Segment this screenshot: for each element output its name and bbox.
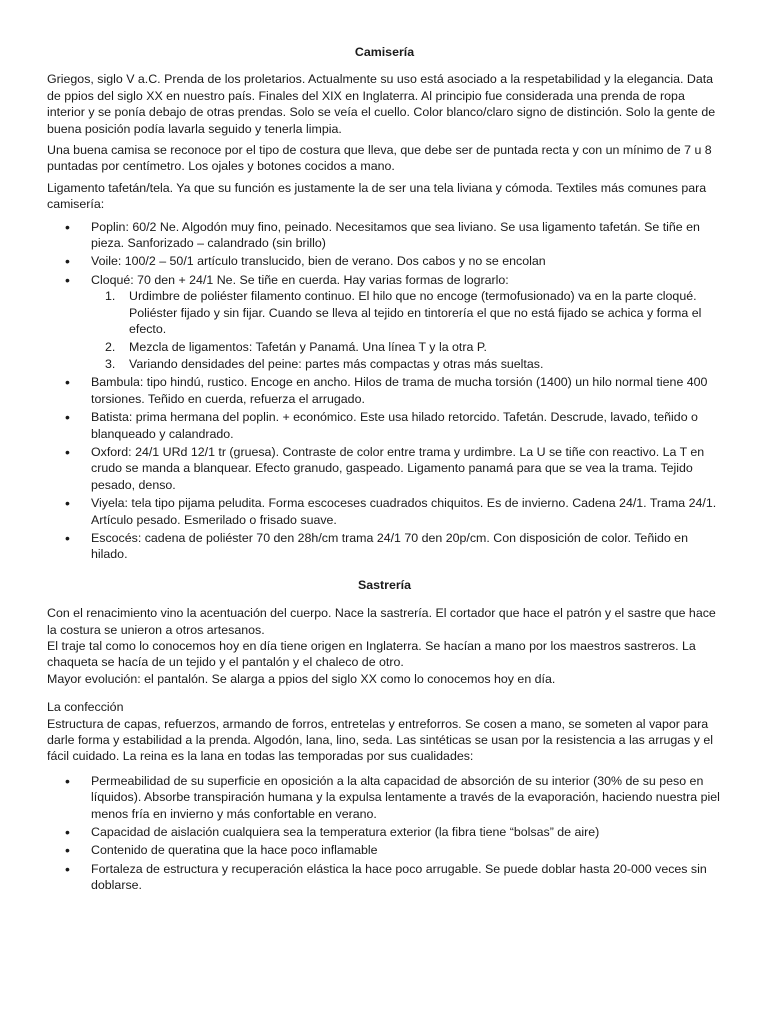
- step-text: Urdimbre de poliéster filamento continuo. El hilo que no encoge (termofusionado) va en la parte cloqué. Poliéster fijado y sin fijar. Cuando se lleva al tejido en tintorería el que no está fijado se achica y forma el efecto.: [129, 289, 702, 337]
- list-item-permeability: • Permeabilidad de su superficie en oposición a la alta capacidad de absorción de su interior (30% de su peso en líquidos). Absorbe transpiración humana y la expulsa lentamente a través de la evaporación, haciendo nuestra piel menos fría en invierno y más confortable en verano.: [91, 773, 722, 822]
- step-text: Variando densidades del peine: partes más compactas y otras más sueltas.: [129, 356, 544, 371]
- list-item-viyela: • Viyela: tela tipo pijama peludita. Forma escoceses cuadrados chiquitos. Es de invierno. Cadena 24/1. Trama 24/1. Artículo pesado. Esmerilado o frisado suave.: [91, 495, 722, 528]
- step-number: 1.: [105, 289, 116, 304]
- list-item-escoces: • Escocés: cadena de poliéster 70 den 28h/cm trama 24/1 70 den 20p/cm. Con disposición de color. Teñido en hilado.: [91, 530, 722, 563]
- step-number: 2.: [105, 339, 116, 354]
- list-item-oxford: • Oxford: 24/1 URd 12/1 tr (gruesa). Contraste de color entre trama y urdimbre. La U se tiñe con reactivo. La T en crudo se manda a blanquear. Efecto granudo, gaspeado. Ligamento panamá para que se vea la trama. Tejido pesado, denso.: [91, 444, 722, 493]
- wool-qualities-list: [47, 773, 722, 894]
- paragraph-evolution: Mayor evolución: el pantalón. Se alarga a ppios del siglo XX como lo conocemos hoy en día.: [47, 671, 556, 686]
- paragraph-history: Griegos, siglo V a.C. Prenda de los proletarios. Actualmente su uso está asociado a la respetabilidad y la elegancia. Data de ppios del siglo XX en nuestro país. Finales del XIX en Inglaterra. Al principio fue considerada una prenda de ropa interior y se ponía debajo de otras prendas. Solo se veía el cuello. Color blanco/claro signo de distinción. Solo la gente de buena posición podía lavarla seguido y tenerla limpia.: [47, 72, 716, 136]
- paragraph-suit-origin: El traje tal como lo conocemos hoy en día tiene origen en Inglaterra. Se hacían a mano por los maestros sastreros. La chaqueta se hacía de un tejido y el pantalón y el chaleco de otro.: [47, 639, 696, 670]
- paragraph-confeccion: Estructura de capas, refuerzos, armando de forros, entretelas y entreforros. Se cosen a mano, se someten al vapor para darle forma y estabilidad a la prenda. Algodón, lana, lino, seda. Las sintéticas se usan por la resistencia a las arrugas y el fácil cuidado. La reina es la lana en todas las temporadas por sus cualidades:: [47, 716, 714, 764]
- list-item-batista: • Batista: prima hermana del poplin. + económico. Este usa hilado retorcido. Tafetán. Descrude, lavado, teñido o blanqueado y calandrado.: [91, 409, 722, 442]
- list-item-poplin: • Poplin: 60/2 Ne. Algodón muy fino, peinado. Necesitamos que sea liviano. Se usa ligamento tafetán. Se tiñe en pieza. Sanforizado – calandrado (sin brillo): [91, 219, 722, 252]
- list-item-voile: • Voile: 100/2 – 50/1 artículo translucido, bien de verano. Dos cabos y no se encolan: [91, 253, 722, 269]
- paragraph-weave: Ligamento tafetán/tela. Ya que su función es justamente la de ser una tela liviana y cómoda. Textiles más comunes para camisería:: [47, 180, 707, 212]
- list-item-keratin: • Contenido de queratina que la hace poco inflamable: [91, 842, 722, 858]
- list-item-strength: • Fortaleza de estructura y recuperación elástica la hace poco arrugable. Se puede doblar hasta 20-000 veces sin doblarse.: [91, 861, 722, 894]
- cloque-step: [105, 356, 722, 372]
- spacer: [47, 687, 722, 699]
- list-item-insulation: • Capacidad de aislación cualquiera sea la temperatura exterior (la fibra tiene “bolsas” de aire): [91, 824, 722, 840]
- step-number: 3.: [105, 356, 116, 371]
- spacer: [47, 765, 722, 773]
- section-title-camiseria: Camisería: [354, 45, 415, 59]
- list-item-bambula: • Bambula: tipo hindú, rustico. Encoge en ancho. Hilos de trama de mucha torsión (1400) un hilo normal tiene 400 torsiones. Teñido en cuerda, refuerza el arrugado.: [91, 374, 722, 407]
- cloque-step: [105, 339, 722, 355]
- fabric-list: [47, 219, 722, 563]
- paragraph-renaissance: Con el renacimiento vino la acentuación del cuerpo. Nace la sastrería. El cortador que hace el patrón y el sastre que hace la costura se unieron a otros artesanos.: [47, 606, 716, 637]
- cloque-step: [105, 288, 722, 337]
- paragraph-stitching: Una buena camisa se reconoce por el tipo de costura que lleva, que debe ser de puntada recta y con un mínimo de 7 u 8 puntadas por centímetro. Los ojales y botones cocidos a mano.: [47, 143, 712, 174]
- list-item-cloque-text: Cloqué: 70 den + 24/1 Ne. Se tiñe en cuerda. Hay varias formas de lograrlo:: [91, 272, 509, 287]
- subheading-confeccion: La confección: [47, 700, 124, 715]
- section-title-sastreria: Sastrería: [357, 577, 412, 592]
- list-item-cloque: [91, 272, 722, 372]
- step-text: Mezcla de ligamentos: Tafetán y Panamá. Una línea T y la otra P.: [129, 339, 487, 354]
- cloque-steps-list: [91, 288, 722, 372]
